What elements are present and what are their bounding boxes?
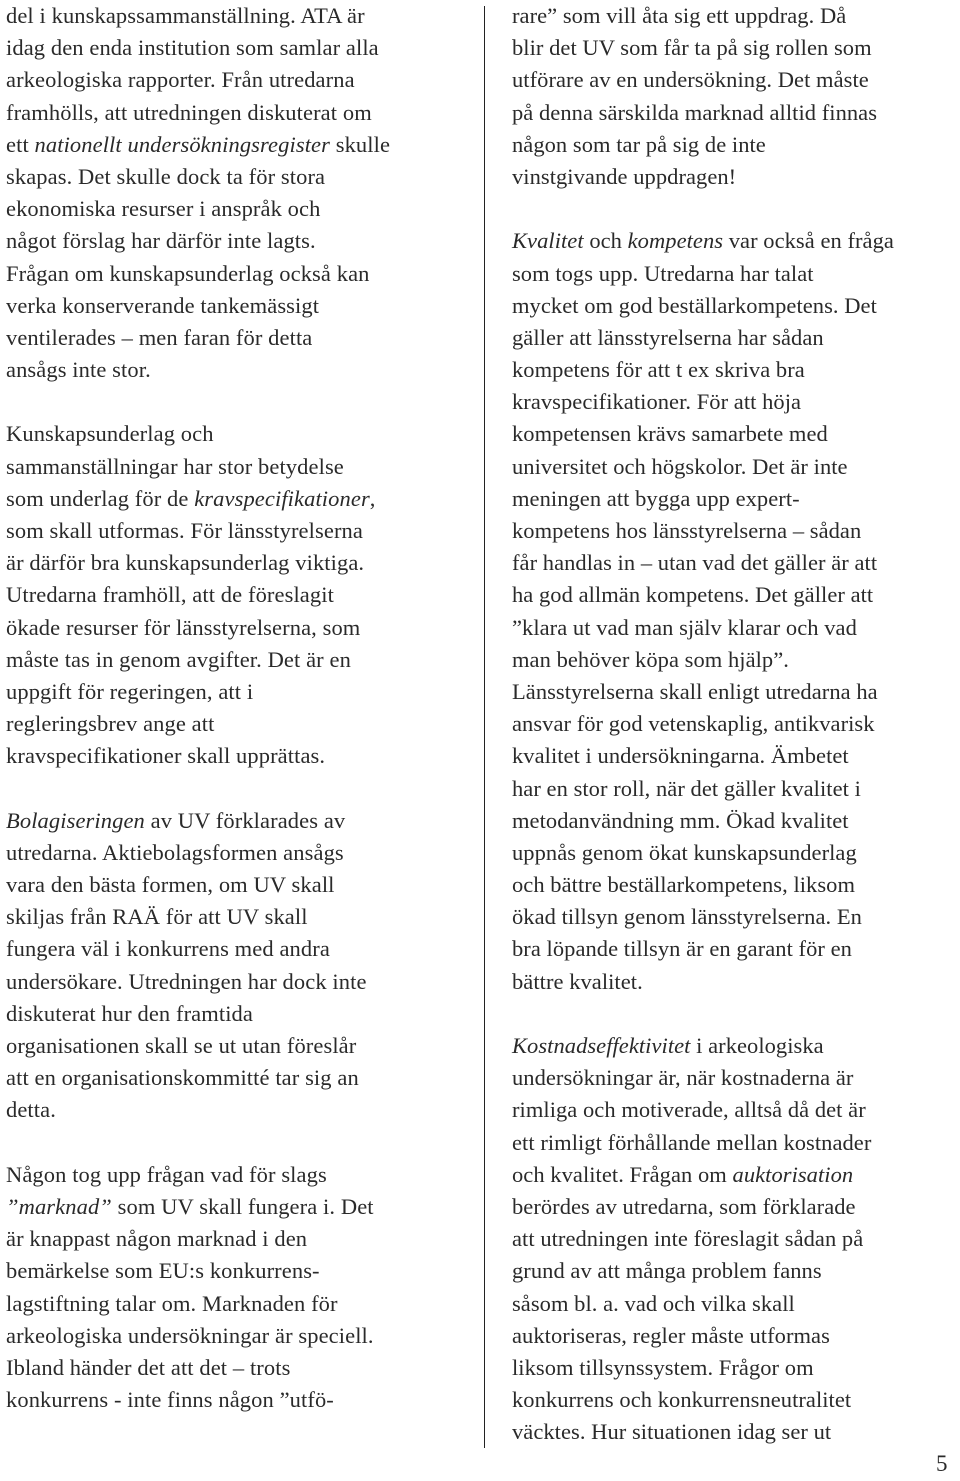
- left-column-line: som skall utformas. För länsstyrelserna: [6, 518, 363, 543]
- right-column-line: bättre kvalitet.: [512, 968, 643, 994]
- left-column-line: regleringsbrev ange att: [6, 711, 215, 737]
- right-column-line: kompetens hos länsstyrelserna – sådan: [512, 518, 862, 543]
- left-column-line: ”marknad” som UV skall fungera i. Det: [6, 1193, 374, 1219]
- left-column-line: uppgift för regeringen, att i: [6, 678, 254, 704]
- italic-term: kravspecifikationer: [194, 485, 370, 511]
- right-column-line: rimliga och motiverade, alltså då det är: [512, 1097, 866, 1123]
- italic-term: ”marknad”: [6, 1193, 112, 1219]
- left-column-line: arkeologiska rapporter. Från utredarna: [6, 67, 355, 93]
- left-column-line: skiljas från RAÄ för att UV skall: [6, 904, 308, 930]
- right-column-line: Kostnadseffektivitet i arkeologiska: [512, 1033, 824, 1058]
- left-column-line: att en organisationskommitté tar sig an: [6, 1065, 359, 1091]
- right-column-paragraph-gap: [512, 998, 957, 1030]
- left-column-line: del i kunskapssammanställning. ATA är: [6, 3, 365, 28]
- right-column-line: meningen att bygga upp expert-: [512, 485, 800, 511]
- left-column-line: bemärkelse som EU:s konkurrens-: [6, 1258, 320, 1284]
- left-column-paragraph-gap: [6, 773, 458, 805]
- left-column-line: Kunskapsunderlag och: [6, 421, 214, 447]
- left-column-line: ventilerades – men faran för detta: [6, 324, 313, 350]
- left-column-line: ekonomiska resurser i anspråk och: [6, 196, 321, 222]
- left-column-line: fungera väl i konkurrens med andra: [6, 936, 330, 962]
- right-column-line: gäller att länsstyrelserna har sådan: [512, 324, 824, 350]
- left-column-line: ett nationellt undersökningsregister skulle: [6, 131, 391, 157]
- left-column-line: är knappast någon marknad i den: [6, 1226, 308, 1252]
- right-column-line: väcktes. Hur situationen idag ser ut: [512, 1419, 832, 1445]
- right-column-line: någon som tar på sig de inte: [512, 131, 766, 157]
- right-column-line: att utredningen inte föreslagit sådan på: [512, 1226, 864, 1252]
- right-column-paragraph-gap: [512, 193, 957, 225]
- right-column-line: grund av att många problem fanns: [512, 1258, 822, 1284]
- right-column-line: mycket om god beställarkompetens. Det: [512, 292, 877, 318]
- left-column-line: Frågan om kunskapsunderlag också kan: [6, 260, 370, 286]
- italic-term: Kostnadseffektivitet: [512, 1033, 691, 1058]
- left-column-line: detta.: [6, 1097, 56, 1123]
- right-column-line: rare” som vill åta sig ett uppdrag. Då: [512, 3, 847, 28]
- right-column-line: ansvar för god vetenskaplig, antikvarisk: [512, 711, 875, 737]
- right-column-line: såsom bl. a. vad och vilka skall: [512, 1290, 795, 1316]
- right-column-line: får handlas in – utan vad det gäller är att: [512, 550, 878, 576]
- left-column-line: undersökare. Utredningen har dock inte: [6, 968, 367, 994]
- italic-term: Bolagiseringen: [6, 807, 145, 833]
- italic-term: nationellt undersökningsregister: [34, 131, 330, 157]
- right-column-line: och bättre beställarkompetens, liksom: [512, 872, 856, 898]
- left-column-line: skapas. Det skulle dock ta för stora: [6, 163, 326, 189]
- right-column-line: uppnås genom ökat kunskapsunderlag: [512, 839, 857, 865]
- left-column-line: Någon tog upp frågan vad för slags: [6, 1161, 327, 1187]
- left-column-line: organisationen skall se ut utan föreslår: [6, 1033, 357, 1058]
- right-column-line: vinstgivande uppdragen!: [512, 163, 737, 189]
- italic-term: auktorisation: [732, 1161, 854, 1187]
- left-column-line: vara den bästa formen, om UV skall: [6, 872, 335, 898]
- right-column-line: man behöver köpa som hjälp”.: [512, 646, 789, 672]
- right-column-line: kompetensen krävs samarbete med: [512, 421, 828, 447]
- left-column-line: arkeologiska undersökningar är speciell.: [6, 1322, 374, 1348]
- right-column-line: ”klara ut vad man själv klarar och vad: [512, 614, 857, 640]
- left-column-line: Utredarna framhöll, att de föreslagit: [6, 582, 334, 608]
- left-column-line: idag den enda institution som samlar alla: [6, 35, 379, 61]
- italic-term: Kvalitet: [512, 228, 584, 254]
- left-column-line: framhölls, att utredningen diskuterat om: [6, 99, 372, 125]
- left-column-line: utredarna. Aktiebolagsformen ansågs: [6, 839, 344, 865]
- right-column-line: kompetens för att t ex skriva bra: [512, 357, 805, 383]
- right-column-line: Kvalitet och kompetens var också en fråga: [512, 228, 894, 254]
- right-column-line: ha god allmän kompetens. Det gäller att: [512, 582, 874, 608]
- right-column-line: och kvalitet. Frågan om auktorisation: [512, 1161, 854, 1187]
- left-column-paragraph-gap: [6, 1127, 458, 1159]
- right-column-line: som togs upp. Utredarna har talat: [512, 260, 814, 286]
- left-column-line: Ibland händer det att det – trots: [6, 1354, 291, 1380]
- right-column-line: på denna särskilda marknad alltid finnas: [512, 99, 878, 125]
- right-column-line: kvalitet i undersökningarna. Ämbetet: [512, 743, 849, 769]
- left-column-line: är därför bra kunskapsunderlag viktiga.: [6, 550, 365, 576]
- right-column-line: undersökningar är, när kostnaderna är: [512, 1065, 854, 1091]
- left-text-column: [6, 0, 458, 1416]
- column-divider: [484, 6, 485, 1448]
- left-column-line: som underlag för de kravspecifikationer,: [6, 485, 376, 511]
- right-text-column: [512, 0, 957, 1448]
- left-column-line: måste tas in genom avgifter. Det är en: [6, 646, 351, 672]
- right-column-line: kravspecifikationer. För att höja: [512, 389, 802, 415]
- left-column-line: sammanställningar har stor betydelse: [6, 453, 344, 479]
- left-column-line: ökade resurser för länsstyrelserna, som: [6, 614, 361, 640]
- right-column-line: auktoriseras, regler måste utformas: [512, 1322, 830, 1348]
- page-number: 5: [936, 1451, 948, 1476]
- left-column-line: lagstiftning talar om. Marknaden för: [6, 1290, 338, 1316]
- right-column-line: metodanvändning mm. Ökad kvalitet: [512, 807, 849, 833]
- left-column-line: något förslag har därför inte lagts.: [6, 228, 316, 254]
- left-column-line: verka konserverande tankemässigt: [6, 292, 320, 318]
- left-column-line: Bolagiseringen av UV förklarades av: [6, 807, 346, 833]
- left-column-line: ansågs inte stor.: [6, 357, 151, 383]
- left-column-line: diskuterat hur den framtida: [6, 1000, 253, 1026]
- italic-term: kompetens: [627, 228, 724, 254]
- right-column-line: ett rimligt förhållande mellan kostnader: [512, 1129, 872, 1155]
- right-column-line: har en stor roll, när det gäller kvalitet i: [512, 775, 861, 801]
- right-column-line: utförare av en undersökning. Det måste: [512, 67, 869, 93]
- right-column-line: liksom tillsynssystem. Frågor om: [512, 1354, 814, 1380]
- left-column-line: kravspecifikationer skall upprättas.: [6, 743, 326, 769]
- right-column-line: ökad tillsyn genom länsstyrelserna. En: [512, 904, 862, 930]
- right-column-line: berördes av utredarna, som förklarade: [512, 1193, 856, 1219]
- left-column-line: konkurrens - inte finns någon ”utfö-: [6, 1387, 334, 1413]
- right-column-line: Länsstyrelserna skall enligt utredarna ha: [512, 678, 878, 704]
- left-column-paragraph-gap: [6, 386, 458, 418]
- right-column-line: universitet och högskolor. Det är inte: [512, 453, 848, 479]
- right-column-line: konkurrens och konkurrensneutralitet: [512, 1387, 852, 1413]
- right-column-line: bra löpande tillsyn är en garant för en: [512, 936, 852, 962]
- right-column-line: blir det UV som får ta på sig rollen som: [512, 35, 872, 61]
